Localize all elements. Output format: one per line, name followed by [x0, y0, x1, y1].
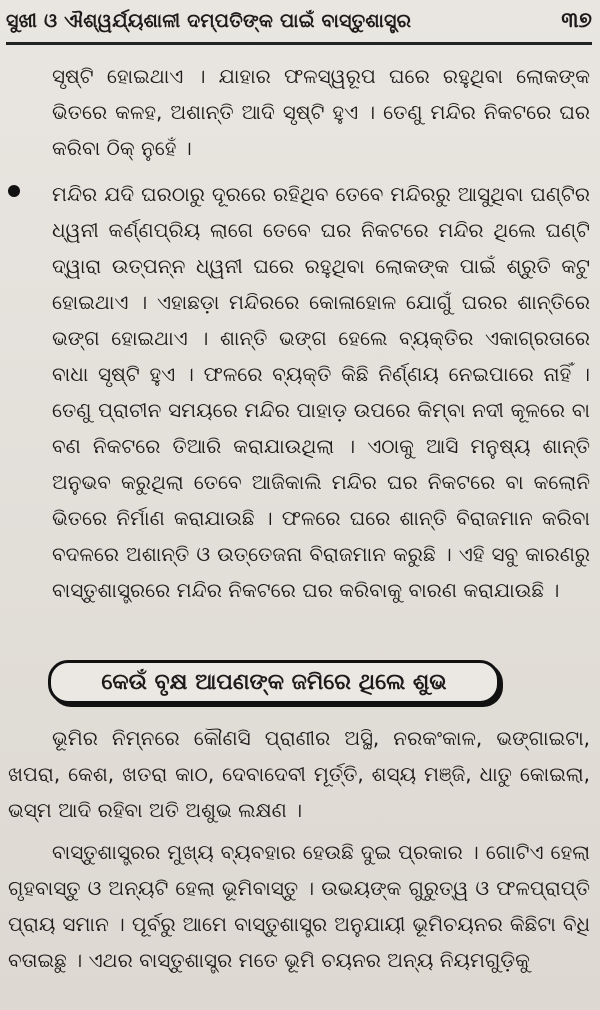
page-number: ୩୭: [561, 8, 592, 33]
section-heading-box: [48, 660, 500, 704]
paragraph-continuation: ସୃଷ୍ଟି ହୋଇଥାଏ । ଯାହାର ଫଳସ୍ୱରୂପ ଘରେ ରହୁଥିବା ଲୋକଙ୍କ ଭିତରେ କଳହ, ଅଶାନ୍ତି ଆଦି ସୃଷ୍ଟି ହୁଏ । ତେଣୁ ମନ୍ଦିର ନିକଟରେ ଘର କରିବା ଠିକ୍ ନୁହେଁ ।: [52, 64, 590, 160]
paragraph-inauspicious-objects: ଭୂମିର ନିମ୍ନରେ କୌଣସି ପ୍ରାଣୀର ଅସ୍ଥି, ନରକଂକାଳ, ଭଙ୍ଗାଇଟା, ଖପରା, କେଶ, ଖତରା କାଠ, ଦେବାଦେବୀ ମୂର୍ତ୍ତି, ଶସ୍ୟ ମଞ୍ଜି, ଧାତୁ କୋଇଲା, ଭସ୍ମ ଆଦି ରହିବା ଅତି ଅଶୁଭ ଲକ୍ଷଣ ।: [8, 726, 590, 822]
running-title: ସୁଖୀ ଓ ଐଶ୍ୱର୍ଯ୍ୟଶାଳୀ ଦମ୍ପତିଙ୍କ ପାଇଁ ବାସ୍ତୁଶାସ୍ତ୍ର: [6, 10, 412, 32]
bullet-icon: [8, 185, 20, 197]
paragraph-vastu-types: ବାସ୍ତୁଶାସ୍ତ୍ରର ମୁଖ୍ୟ ବ୍ୟବହାର ହେଉଛି ଦୁଇ ପ୍ରକାର । ଗୋଟିଏ ହେଲା ଗୃହବାସ୍ତୁ ଓ ଅନ୍ୟଟି ହେଲା ଭୂମିବାସ୍ତୁ । ଉଭୟଙ୍କ ଗୁରୁତ୍ୱ ଓ ଫଳପ୍ରାପ୍ତି ପ୍ରାୟ ସମାନ । ପୂର୍ବରୁ ଆମେ ବାସ୍ତୁଶାସ୍ତ୍ର ଅନୁଯାୟୀ ଭୂମିଚୟନର କିଛିଟା ବିଧି ବତାଇଛୁ । ଏଥର ବାସ୍ତୁଶାସ୍ତ୍ର ମତେ ଭୂମି ଚୟନର ଅନ୍ୟ ନିୟମଗୁଡ଼ିକୁ: [8, 840, 590, 972]
running-header: [6, 2, 592, 45]
section-heading: କେଉଁ ବୃକ୍ଷ ଆପଣଙ୍କ ଜମିରେ ଥିଲେ ଶୁଭ: [101, 669, 447, 695]
paragraph-temple-bells: ମନ୍ଦିର ଯଦି ଘରଠାରୁ ଦୂରରେ ରହିଥିବ ତେବେ ମନ୍ଦିରରୁ ଆସୁଥିବା ଘଣ୍ଟିର ଧ୍ୱନୀ କର୍ଣ୍ଣପ୍ରିୟ ଲାଗେ ତେବେ ଘର ନିକଟରେ ମନ୍ଦିର ଥିଲେ ଘଣ୍ଟି ଦ୍ୱାରା ଉତ୍ପନ୍ନ ଧ୍ୱନୀ ଘରେ ରହୁଥିବା ଲୋକଙ୍କ ପାଇଁ ଶ୍ରୁତି କଟୁ ହୋଇଥାଏ । ଏହାଛଡ଼ା ମନ୍ଦିରରେ କୋଳାହୋଳ ଯୋଗୁଁ ଘରର ଶାନ୍ତିରେ ଭଙ୍ଗ ହୋଇଥାଏ । ଶାନ୍ତି ଭଙ୍ଗ ହେଲେ ବ୍ୟକ୍ତିର ଏକାଗ୍ରତାରେ ବାଧା ସୃଷ୍ଟି ହୁଏ । ଫଳରେ ବ୍ୟକ୍ତି କିଛି ନିର୍ଣ୍ଣୟ ନେଇପାରେ ନାହିଁ । ତେଣୁ ପ୍ରାଚୀନ ସମୟରେ ମନ୍ଦିର ପାହାଡ଼ ଉପରେ କିମ୍ବା ନଦୀ କୂଳରେ ବା ବଣ ନିକଟରେ ତିଆରି କରାଯାଉଥିଲା । ଏଠାକୁ ଆସି ମନୁଷ୍ୟ ଶାନ୍ତି ଅନୁଭବ କରୁଥିଲା ତେବେ ଆଜିକାଲି ମନ୍ଦିର ଘର ନିକଟରେ ବା କଲୋନି ଭିତରେ ନିର୍ମାଣ କରାଯାଉଛି । ଫଳରେ ଘରେ ଶାନ୍ତି ବିରାଜମାନ କରିବା ବଦଳରେ ଅଶାନ୍ତି ଓ ଉତ୍ତେଜନା ବିରାଜମାନ କରୁଛି । ଏହି ସବୁ କାରଣରୁ ବାସ୍ତୁଶାସ୍ତ୍ରରେ ମନ୍ଦିର ନିକଟରେ ଘର କରିବାକୁ ବାରଣ କରାଯାଉଛି ।: [52, 182, 590, 602]
